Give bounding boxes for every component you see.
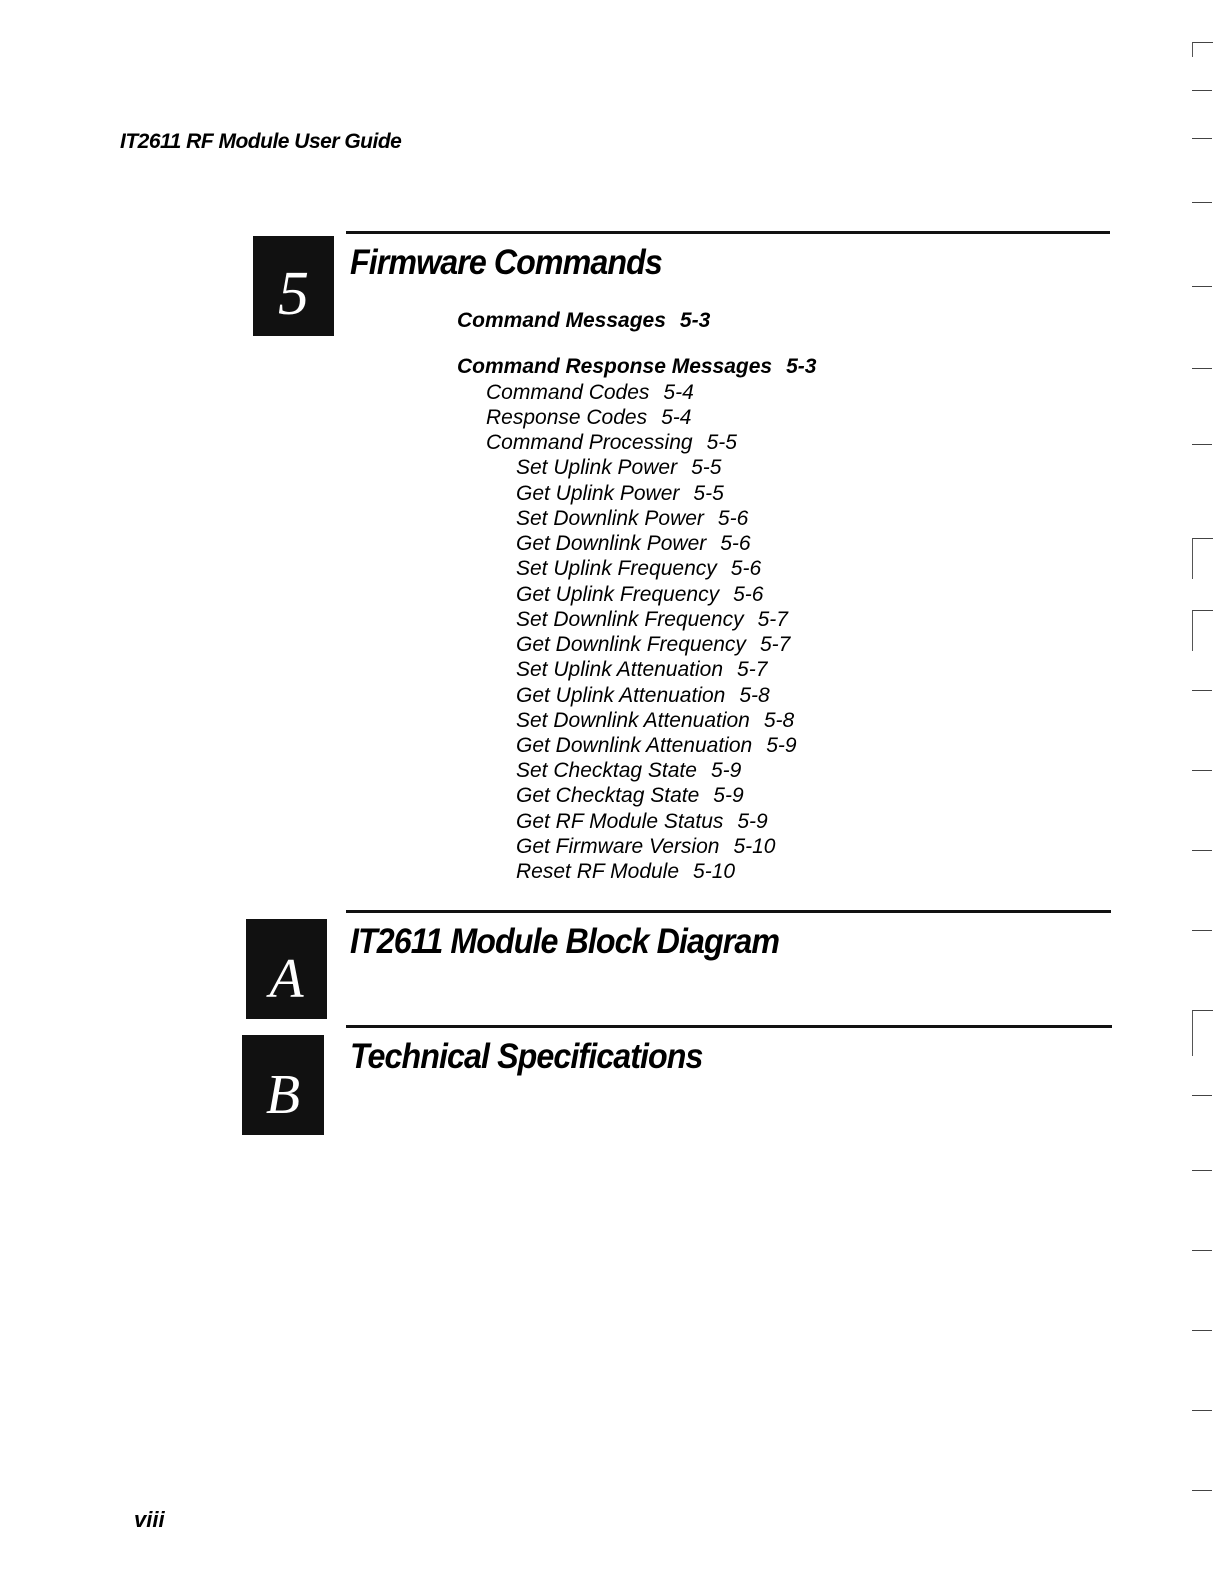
tab-mark [1192, 90, 1212, 91]
edge-index-tabs [1188, 30, 1218, 1570]
toc-entry[interactable]: Reset RF Module 5-10 [516, 860, 736, 883]
toc-entry[interactable]: Command Processing 5-5 [486, 431, 737, 454]
toc-entry[interactable]: Set Checktag State 5-9 [516, 759, 742, 782]
appendix-letter: B [265, 1064, 301, 1126]
chapter-title[interactable]: IT2611 Module Block Diagram [350, 922, 780, 961]
tab-mark [1192, 138, 1212, 139]
toc-entry[interactable]: Get Downlink Power 5-6 [516, 532, 751, 555]
tab-mark [1192, 538, 1213, 579]
toc-entry[interactable]: Get Downlink Attenuation 5-9 [516, 734, 797, 757]
toc-entry[interactable]: Set Uplink Power 5-5 [516, 456, 722, 479]
tab-mark [1192, 202, 1212, 203]
tab-mark [1192, 770, 1212, 771]
tab-mark [1192, 930, 1212, 931]
chapter-number-box [253, 236, 334, 336]
tab-mark [1192, 850, 1212, 851]
tab-mark [1192, 1330, 1212, 1331]
appendix-letter-box [246, 919, 327, 1019]
chapter-title[interactable]: Firmware Commands [350, 243, 662, 282]
chapter-number: 5 [278, 260, 309, 328]
toc-entry[interactable]: Set Downlink Attenuation 5-8 [516, 709, 795, 732]
toc-entry[interactable]: Set Downlink Frequency 5-7 [516, 608, 788, 631]
tab-mark [1192, 1250, 1212, 1251]
chapter-rule [346, 231, 1110, 234]
toc-entry[interactable]: Get Checktag State 5-9 [516, 784, 744, 807]
toc-entry[interactable]: Set Downlink Power 5-6 [516, 507, 749, 530]
toc-entry[interactable]: Command Response Messages 5-3 [457, 355, 817, 378]
tab-mark [1192, 690, 1212, 691]
chapter-rule [346, 910, 1111, 913]
chapter-rule [346, 1025, 1112, 1028]
tab-mark [1192, 1010, 1213, 1056]
toc-entry[interactable]: Set Uplink Attenuation 5-7 [516, 658, 768, 681]
tab-mark [1192, 42, 1213, 57]
running-head: IT2611 RF Module User Guide [120, 130, 402, 153]
toc-entry[interactable]: Get Firmware Version 5-10 [516, 835, 776, 858]
toc-entry[interactable]: Set Uplink Frequency 5-6 [516, 557, 762, 580]
toc-entry[interactable]: Get Uplink Power 5-5 [516, 482, 724, 505]
tab-mark [1192, 286, 1212, 287]
toc-entry[interactable]: Command Codes 5-4 [486, 381, 694, 404]
tab-mark [1192, 1170, 1212, 1171]
toc-entry[interactable]: Get Downlink Frequency 5-7 [516, 633, 791, 656]
appendix-letter-box [242, 1035, 324, 1135]
toc-entry[interactable]: Get Uplink Frequency 5-6 [516, 583, 764, 606]
tab-mark [1192, 1490, 1212, 1491]
tab-mark [1192, 610, 1213, 651]
page-folio: viii [134, 1507, 165, 1532]
toc-entry[interactable]: Command Messages 5-3 [457, 309, 711, 332]
toc-entry[interactable]: Get Uplink Attenuation 5-8 [516, 684, 770, 707]
tab-mark [1192, 1095, 1212, 1096]
appendix-letter: A [269, 948, 304, 1010]
toc-entry[interactable]: Get RF Module Status 5-9 [516, 810, 768, 833]
tab-mark [1192, 1410, 1212, 1411]
toc-entry[interactable]: Response Codes 5-4 [486, 406, 692, 429]
tab-mark [1192, 444, 1212, 445]
chapter-title[interactable]: Technical Specifications [350, 1037, 703, 1076]
tab-mark [1192, 368, 1212, 369]
